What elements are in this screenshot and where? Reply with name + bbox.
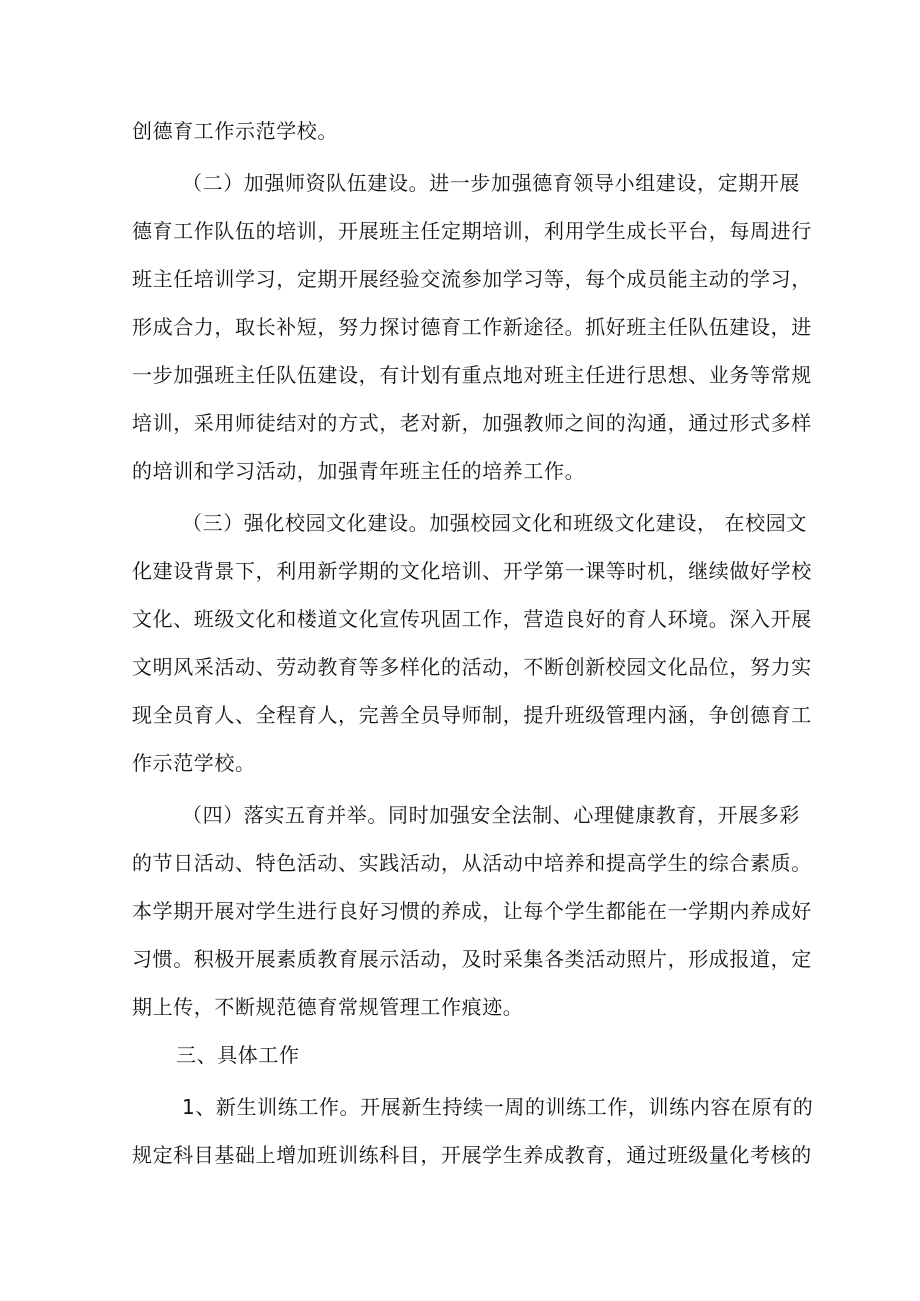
- paragraph-4-start: （四）落实五育并举。同时加强安全法制、心理健康教育，开展多彩: [182, 803, 800, 827]
- paragraph-3-start: （三）强化校园文化建设。加强校园文化和班级文化建设， 在校园文: [182, 511, 807, 535]
- text-line: 形成合力，取长补短，努力探讨德育工作新途径。抓好班主任队伍建设，进: [132, 315, 812, 339]
- text-line: 现全员育人、全程育人，完善全员导师制，提升班级管理内涵，争创德育工: [132, 703, 812, 727]
- text-line: 文明风采活动、劳动教育等多样化的活动，不断创新校园文化品位，努力实: [132, 655, 812, 679]
- text-line: 文化、班级文化和楼道文化宣传巩固工作，营造良好的育人环境。深入开展: [132, 607, 812, 631]
- text-line: 本学期开展对学生进行良好习惯的养成，让每个学生都能在一学期内养成好: [132, 899, 812, 923]
- text-line: 的节日活动、特色活动、实践活动，从活动中培养和提高学生的综合素质。: [132, 851, 812, 875]
- text-line: 班主任培训学习，定期开展经验交流参加学习等，每个成员能主动的学习，: [132, 267, 812, 291]
- text-line: 化建设背景下，利用新学期的文化培训、开学第一课等时机，继续做好学校: [132, 559, 812, 583]
- text-line: 德育工作队伍的培训，开展班主任定期培训，利用学生成长平台，每周进行: [132, 219, 812, 243]
- text-line: 规定科目基础上增加班训练科目，开展学生养成教育，通过班级量化考核的: [132, 1143, 812, 1167]
- text-line: 作示范学校。: [132, 751, 256, 775]
- text-line: 期上传，不断规范德育常规管理工作痕迹。: [132, 995, 524, 1019]
- paragraph-2-start: （二）加强师资队伍建设。进一步加强德育领导小组建设，定期开展: [182, 171, 800, 195]
- text-line: 一步加强班主任队伍建设，有计划有重点地对班主任进行思想、业务等常规: [132, 363, 812, 387]
- text-line: 习惯。积极开展素质教育展示活动，及时采集各类活动照片，形成报道，定: [132, 947, 812, 971]
- text-line: 培训，采用师徒结对的方式，老对新，加强教师之间的沟通，通过形式多样: [132, 411, 812, 435]
- paragraph-5-start: 1、新生训练工作。开展新生持续一周的训练工作，训练内容在原有的: [182, 1095, 814, 1119]
- section-heading: 三、具体工作: [176, 1043, 300, 1067]
- text-line: 创德育工作示范学校。: [132, 119, 338, 143]
- text-line: 的培训和学习活动，加强青年班主任的培养工作。: [132, 459, 586, 483]
